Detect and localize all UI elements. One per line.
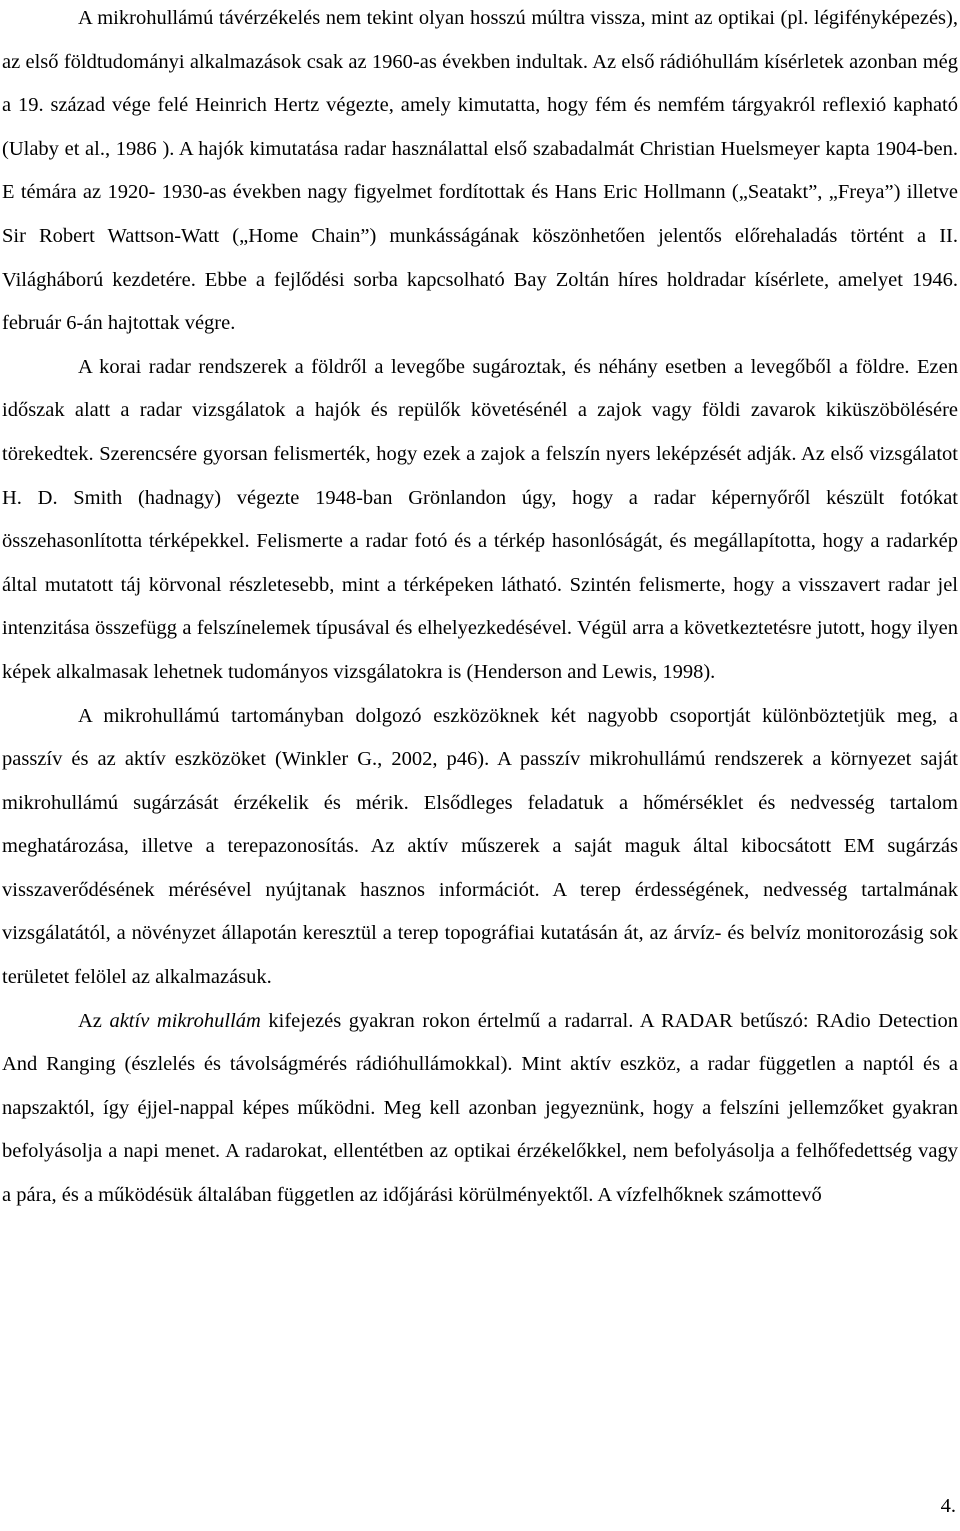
- paragraph-1-text: A mikrohullámú távérzékelés nem tekint olyan hosszú múltra vissza, mint az optikai (pl. légifényképezés), az első földtudományi alkalmazások csak az 1960-as években indultak. Az első rádióhullám kísérletek azonban még a 19. század vége felé Heinrich Hertz végezte, amely kimutatta, hogy fém és nemfém tárgyakról reflexió kapható (Ulaby et al., 1986 ). A hajók kimutatása radar használattal első szabadalmát Christian Huelsmeyer kapta 1904-ben. E témára az 1920- 1930-as években nagy figyelmet fordítottak és Hans Eric Hollmann („Seatakt”, „Freya”) illetve Sir Robert Wattson-Watt („Home Chain”) munkásságának köszönhetően jelentős előrehaladás történt a II. Világháború kezdetére. Ebbe a fejlődési sorba kapcsolható Bay Zoltán híres holdradar kísérlete, amelyet 1946. február 6-án hajtottak végre.: [2, 7, 958, 335]
- paragraph-3-text: A mikrohullámú tartományban dolgozó eszközöknek két nagyobb csoportját különböztetjük meg, a passzív és az aktív eszközöket (Winkler G., 2002, p46). A passzív mikrohullámú rendszerek a környezet saját mikrohullámú sugárzását érzékelik és mérik. Elsődleges feladatuk a hőmérséklet és nedvesség tartalom meghatározása, illetve a terepazonosítás. Az aktív műszerek a saját maguk által kibocsátott EM sugárzás visszaverődésének mérésével nyújtanak hasznos információt. A terep érdességének, nedvesség tartalmának vizsgálatától, a növényzet állapotán keresztül a terep topográfiai kutatásán át, az árvíz- és belvíz monitorozásig sok területet felölel az alkalmazásuk.: [2, 704, 958, 989]
- page-number: 4.: [940, 1495, 956, 1517]
- paragraph-2: [2, 346, 958, 695]
- paragraph-4: [2, 1000, 958, 1218]
- paragraph-1: [2, 0, 958, 346]
- paragraph-4-italic-term: aktív mikrohullám: [109, 1009, 261, 1032]
- body-text: [2, 0, 958, 1218]
- paragraph-4-text-start: Az: [78, 1009, 110, 1032]
- paragraph-3: [2, 695, 958, 1000]
- paragraph-2-text: A korai radar rendszerek a földről a levegőbe sugároztak, és néhány esetben a levegőből a földre. Ezen időszak alatt a radar vizsgálatok a hajók és repülők követésénél a zajok vagy földi zavarok kiküszöbölésére törekedtek. Szerencsére gyorsan felismerték, hogy ezek a zajok a felszín nyers leképzését adják. Az első vizsgálatot H. D. Smith (hadnagy) végezte 1948-ban Grönlandon úgy, hogy a radar képernyőről készült fotókat összehasonlította térképekkel. Felismerte a radar fotó és a térkép hasonlóságát, és megállapította, hogy a radarkép által mutatott táj körvonal részletesebb, mint a térképeken látható. Szintén felismerte, hogy a visszavert radar jel intenzitása összefügg a felszínelemek típusával és elhelyezkedésével. Végül arra a következtetésre jutott, hogy ilyen képek alkalmasak lehetnek tudományos vizsgálatokra is (Henderson and Lewis, 1998).: [2, 355, 958, 683]
- paragraph-4-text-rest: kifejezés gyakran rokon értelmű a radarral. A RADAR betűszó: RAdio Detection And Ranging (észlelés és távolságmérés rádióhullámokkal). Mint aktív eszköz, a radar független a naptól és a napszaktól, így éjjel-nappal képes működni. Meg kell azonban jegyeznünk, hogy a felszíni jellemzőket gyakran befolyásolja a napi menet. A radarokat, ellentétben az optikai érzékelőkkel, nem befolyásolja a felhőfedettség vagy a pára, és a működésük általában független az időjárási körülményektől. A vízfelhőknek számottevő: [2, 1009, 958, 1207]
